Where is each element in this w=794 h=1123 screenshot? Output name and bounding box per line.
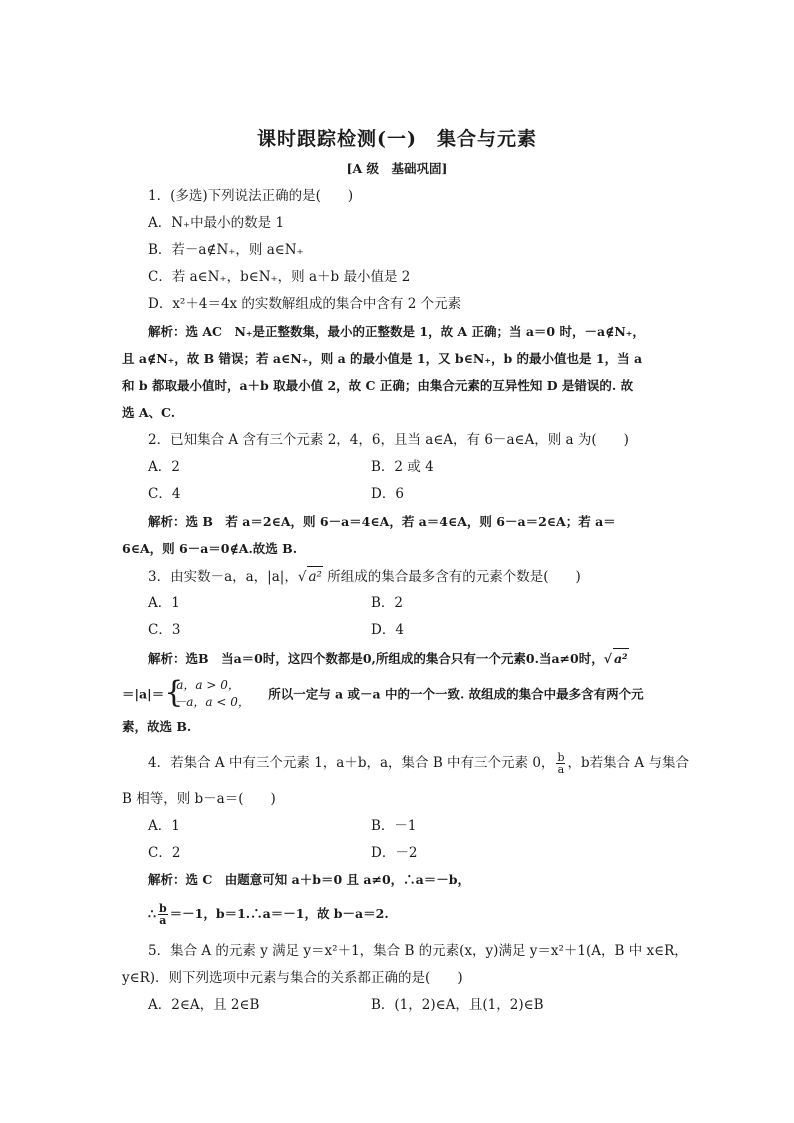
page-title: 课时跟踪检测(一) 集合与元素 bbox=[257, 128, 537, 150]
q3-solution-text: ＝|a|＝ bbox=[122, 686, 165, 702]
case-row: a，a > 0， bbox=[176, 678, 240, 692]
q5-option-a: A．2∈A，且 2∈B bbox=[148, 997, 260, 1013]
fraction-numerator: b bbox=[158, 902, 167, 915]
q1-solution-line: 和 b 都取最小值时，a＋b 取最小值 2，故 C 正确；由集合元素的互异性知 D 是错误的. 故 bbox=[122, 378, 634, 393]
sqrt-sign: √ bbox=[297, 569, 307, 585]
q4-stem bbox=[148, 752, 689, 775]
q2-option-b: B．2 或 4 bbox=[371, 459, 434, 475]
q1-solution-line: 选 A、C. bbox=[122, 405, 176, 420]
q4-option-a: A．1 bbox=[148, 818, 180, 834]
q2-option-a: A．2 bbox=[148, 459, 180, 475]
q4-stem-line2: B 相等，则 b－a＝( ) bbox=[122, 791, 276, 807]
section-subtitle: [A 级 基础巩固] bbox=[346, 161, 448, 176]
fraction-denominator: a bbox=[159, 914, 167, 927]
q3-stem-text: 3．由实数－a，a，|a|， bbox=[148, 569, 298, 585]
q1-option-c: C．若 a∈N₊，b∈N₊，则 a＋b 最小值是 2 bbox=[148, 269, 411, 285]
q4-solution-line: 解析：选 C 由题意可知 a＋b＝0 且 a≠0，∴a＝－b， bbox=[148, 872, 471, 887]
fraction-numerator: b bbox=[557, 751, 565, 764]
q2-stem: 2．已知集合 A 含有三个元素 2，4，6，且当 a∈A，有 6－a∈A，则 a 为( ) bbox=[148, 432, 629, 448]
q3-stem bbox=[148, 566, 581, 587]
q1-solution-line: 解析：选 AC N₊是正整数集，最小的正整数是 1，故 A 正确；当 a＝0 时，－a∉N₊， bbox=[148, 324, 645, 339]
q3-option-c: C．3 bbox=[148, 622, 181, 638]
q1-option-b: B．若－a∉N₊，则 a∈N₊ bbox=[148, 242, 304, 258]
q1-option-d: D．x²＋4＝4x 的实数解组成的集合中含有 2 个元素 bbox=[148, 296, 462, 312]
q4-option-c: C．2 bbox=[148, 845, 181, 861]
q4-option-d: D．－2 bbox=[371, 845, 418, 861]
q3-solution-sqrt: a² bbox=[613, 648, 629, 669]
q2-option-c: C．4 bbox=[148, 486, 181, 502]
left-brace: { bbox=[164, 675, 184, 710]
q4-stem-text: 4．若集合 A 中有三个元素 1，a＋b，a，集合 B 中有三个元素 0， bbox=[148, 755, 555, 771]
q4-solution-fraction bbox=[158, 903, 168, 926]
q1-option-a: A．N₊中最小的数是 1 bbox=[148, 215, 285, 231]
q2-solution-line: 6∈A，则 6－a＝0∉A.故选 B. bbox=[122, 541, 298, 556]
piecewise-cases bbox=[164, 675, 268, 712]
q2-solution-line: 解析：选 B 若 a＝2∈A，则 6－a＝4∈A，若 a＝4∈A，则 6－a＝2∈A；若 a＝ bbox=[148, 514, 616, 529]
q3-solution-line bbox=[148, 648, 700, 669]
q4-solution-line bbox=[148, 903, 700, 926]
q3-solution-text: 解析：选B 当a＝0时，这四个数都是0,所组成的集合只有一个元素0.当a≠0时， bbox=[148, 651, 604, 666]
q5-stem-line2: y∈R)．则下列选项中元素与集合的关系都正确的是( ) bbox=[122, 970, 463, 986]
q5-option-b: B．(1，2)∈A，且(1，2)∈B bbox=[371, 997, 544, 1013]
fraction-denominator: a bbox=[557, 763, 565, 776]
q2-option-d: D．6 bbox=[371, 486, 404, 502]
sqrt-sign: √ bbox=[603, 651, 612, 666]
q5-stem: 5．集合 A 的元素 y 满足 y＝x²＋1，集合 B 的元素(x，y)满足 y＝x²＋1(A，B 中 x∈R， bbox=[148, 943, 688, 959]
therefore-symbol: ∴ bbox=[148, 906, 156, 921]
q3-sqrt-term: a² bbox=[307, 566, 322, 587]
q4-stem-text: ，b若集合 A 与集合 bbox=[567, 755, 689, 771]
q3-stem-text: 所组成的集合最多含有的元素个数是( ) bbox=[322, 569, 581, 585]
q3-option-d: D．4 bbox=[371, 622, 404, 638]
q3-solution-text: 所以一定与 a 或－a 中的一个一致. 故组成的集合中最多含有两个元 bbox=[268, 686, 644, 702]
q4-solution-text: ＝－1，b＝1.∴a＝－1，故 b－a＝2. bbox=[169, 906, 389, 921]
q1-solution-line: 且 a∉N₊，故 B 错误；若 a∈N₊，则 a 的最小值是 1，又 b∈N₊，b 的最小值也是 1，当 a bbox=[122, 351, 643, 366]
q3-solution-line: 素，故选 B. bbox=[122, 719, 192, 734]
q3-solution-line bbox=[122, 675, 674, 712]
q1-stem: 1．(多选)下列说法正确的是( ) bbox=[148, 188, 354, 204]
q4-fraction bbox=[556, 752, 565, 775]
q3-option-a: A．1 bbox=[148, 595, 180, 611]
case-row: －a，a < 0， bbox=[174, 695, 250, 709]
q3-option-b: B．2 bbox=[371, 595, 404, 611]
q4-option-b: B．－1 bbox=[371, 818, 417, 834]
